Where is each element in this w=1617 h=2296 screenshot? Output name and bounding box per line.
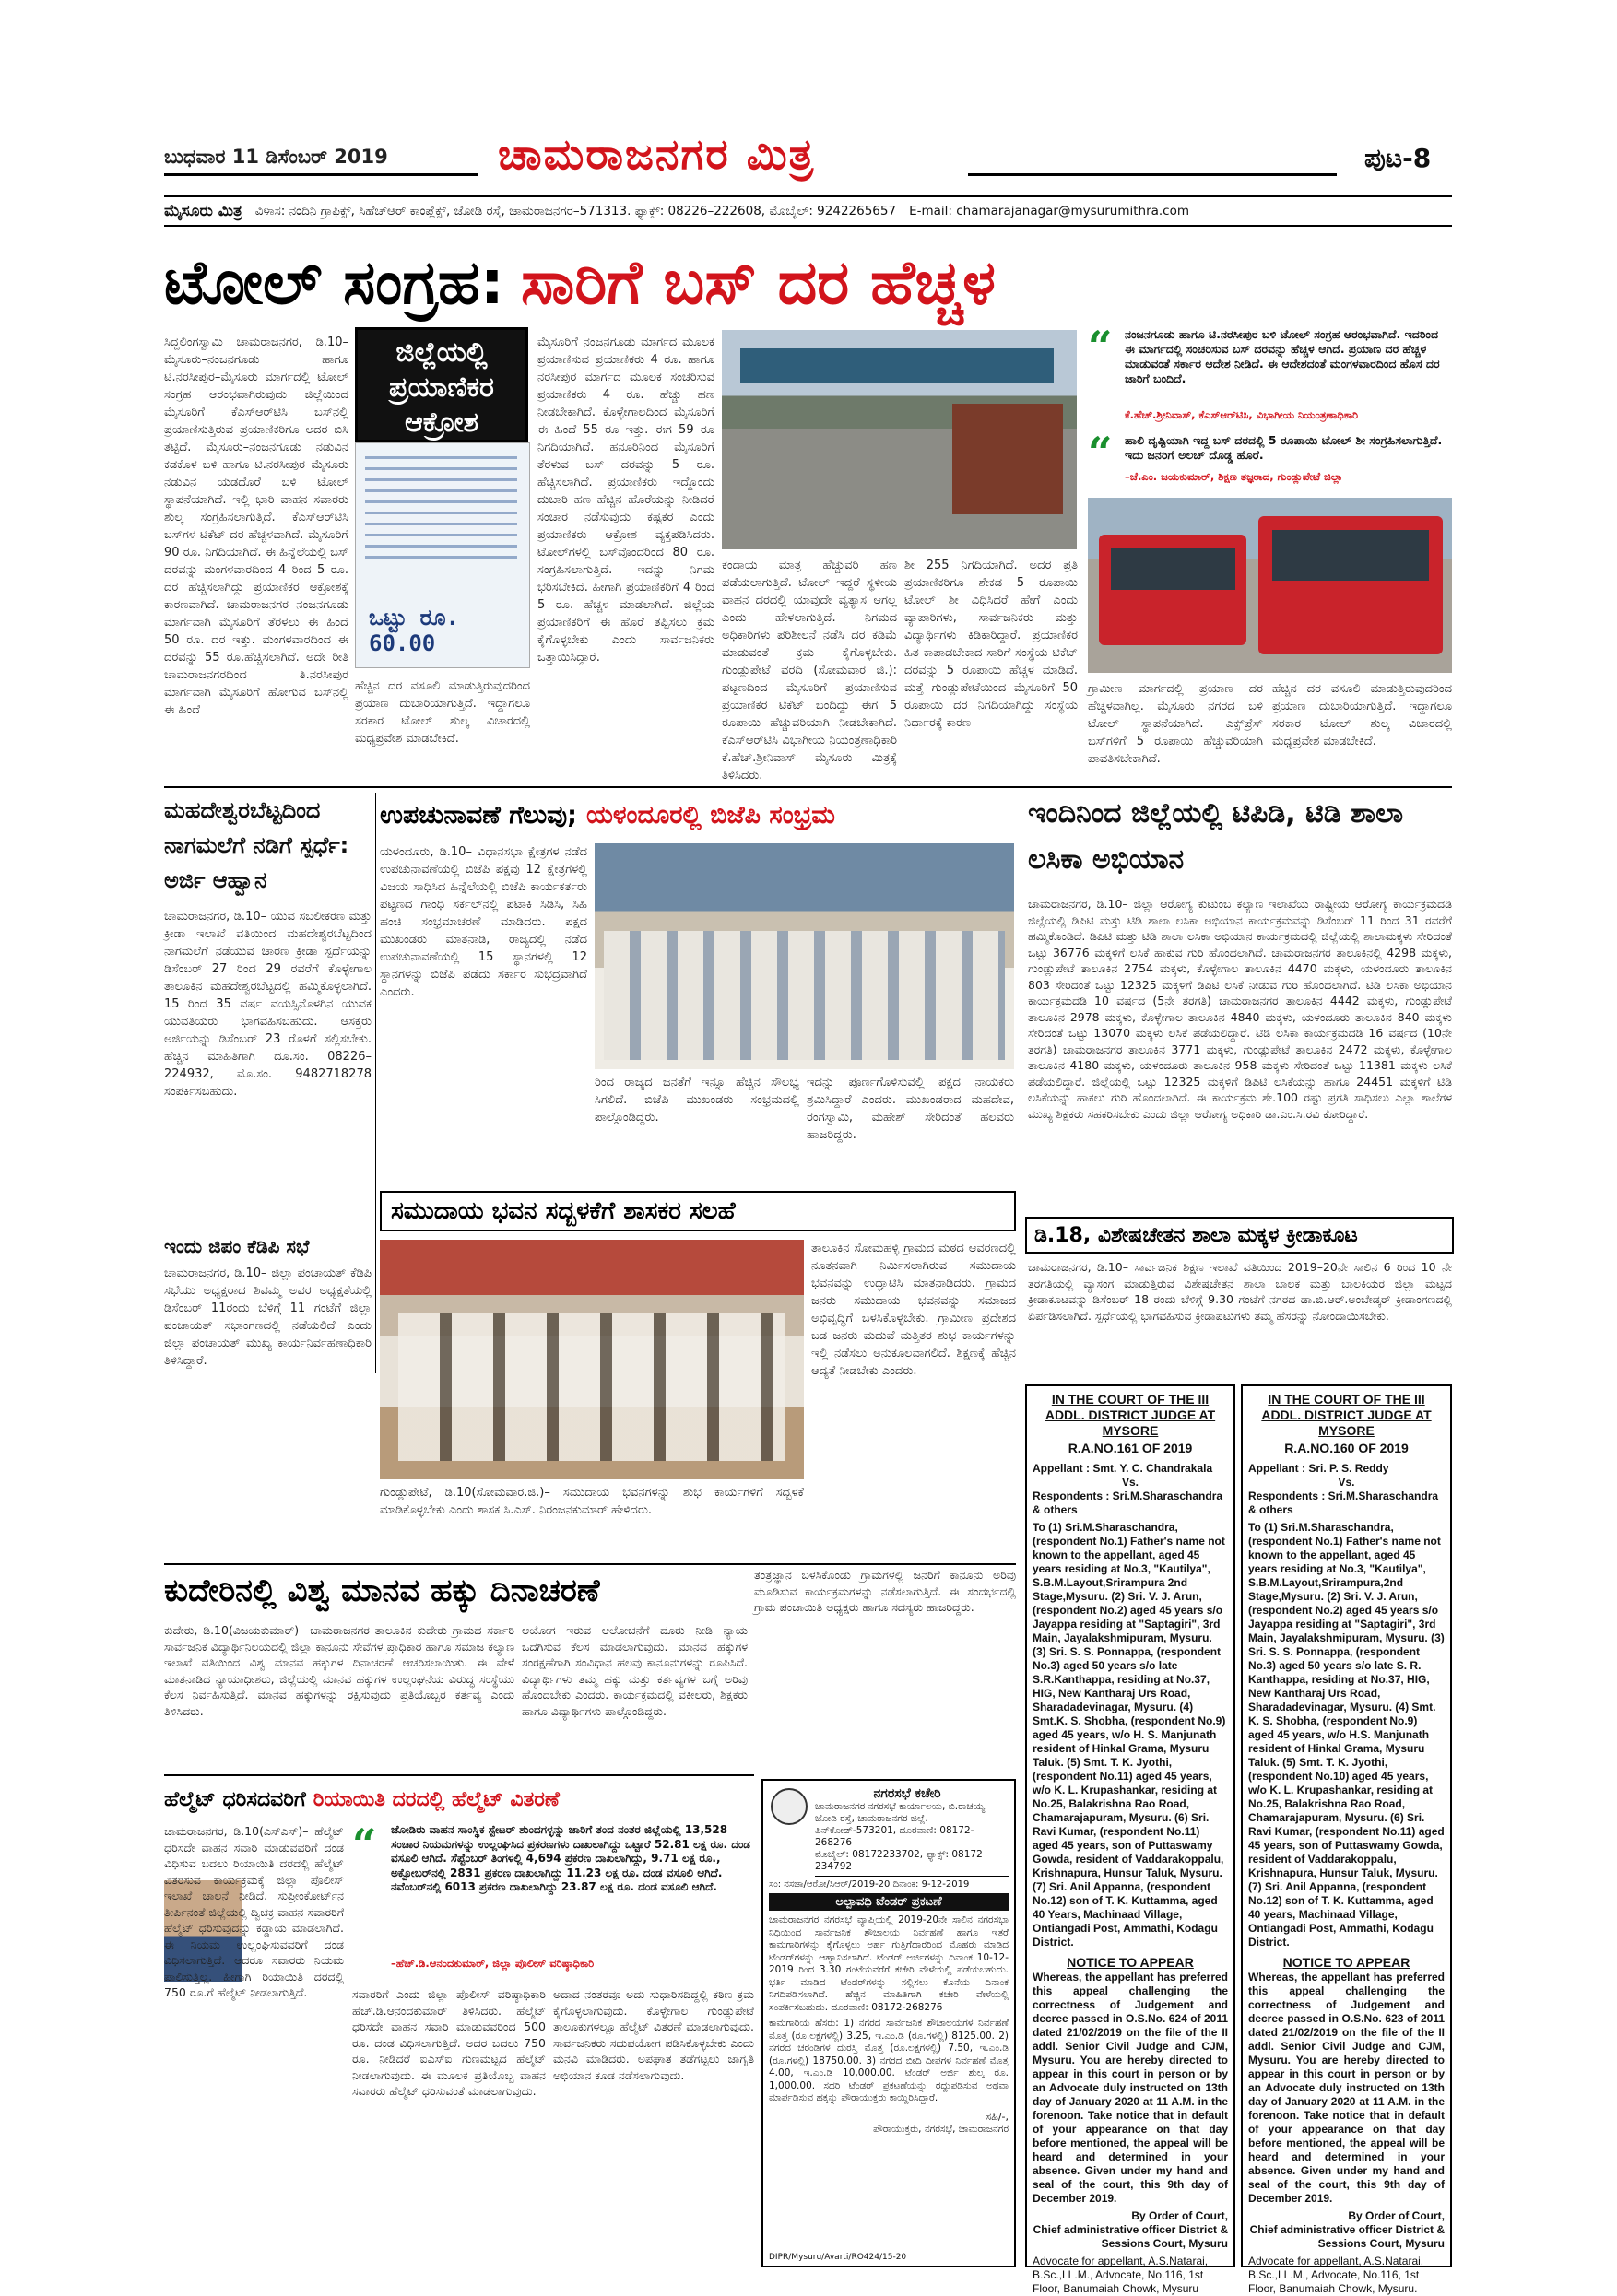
bypoll-body: ಯಳಂದೂರು, ಡಿ.10– ವಿಧಾನಸಭಾ ಕ್ಷೇತ್ರಗಳ ನಡೆದ ಉಪಚುನಾವಣೆಯಲ್ಲಿ ಬಿಜೆಪಿ ಪಕ್ಷವು 12 ಕ್ಷೇತ್ರಗಳಲ್ಲಿ ವಿಜಯ ಸಾಧಿಸಿದ ಹಿನ್ನೆಲೆಯಲ್ಲಿ ಬಿಜೆಪಿ ಕಾರ್ಯಕರ್ತರು ಪಟ್ಟಣದ ಗಾಂಧಿ ಸರ್ಕಲ್‌ನಲ್ಲಿ ಪಟಾಕಿ ಸಿಡಿಸಿ, ಸಿಹಿ ಹಂಚಿ ಸಂಭ್ರಮಾಚರಣೆ ಮಾಡಿದರು. ಪಕ್ಷದ ಮುಖಂಡರು ಮಾತನಾಡಿ, ರಾಜ್ಯದಲ್ಲಿ ನಡೆದ ಉಪಚುನಾವಣೆಯಲ್ಲಿ 15 ಸ್ಥಾನಗಳಲ್ಲಿ 12 ಸ್ಥಾನಗಳನ್ನು ಬಿಜೆಪಿ ಪಡೆದು ಸರ್ಕಾರ ಸುಭದ್ರವಾಗಿದೆ ಎಂದರು.	[380, 845, 587, 999]
humanrights-body: ಕುದೇರು, ಡಿ.10(ವಿಜಯಕುಮಾರ್)– ಚಾಮರಾಜನಗರ ತಾಲೂಕಿನ ಕುದೇರು ಗ್ರಾಮದ ಸರ್ಕಾರಿ ಸಾರ್ವಜನಿಕ ವಿದ್ಯಾರ್ಥಿನಿಲಯದಲ್ಲಿ ಜಿಲ್ಲಾ ಕಾನೂನು ಸೇವೆಗಳ ಪ್ರಾಧಿಕಾರ ಹಾಗೂ ಸಮಾಜ ಕಲ್ಯಾಣ ಇಲಾಖೆ ವತಿಯಿಂದ ವಿಶ್ವ ಮಾನವ ಹಕ್ಕುಗಳ ದಿನಾಚರಣೆ ಆಚರಿಸಲಾಯಿತು. ಈ ವೇಳೆ ಮಾತನಾಡಿದ ನ್ಯಾಯಾಧೀಶರು, ಜಿಲ್ಲೆಯಲ್ಲಿ ಮಾನವ ಹಕ್ಕುಗಳ ಉಲ್ಲಂಘನೆಯ ವಿರುದ್ಧ ಸಂಸ್ಥೆಯು ಕೆಲಸ ನಿರ್ವಹಿಸುತ್ತಿದೆ. ಮಾನವ ಹಕ್ಕುಗಳನ್ನು ರಕ್ಷಿಸುವುದು ಪ್ರತಿಯೊಬ್ಬರ ಕರ್ತವ್ಯ ಎಂದು ತಿಳಿಸಿದರು.	[164, 1623, 514, 1718]
section-divider-1	[164, 786, 1452, 788]
contact-email: E-mail: chamarajanagar@mysurumithra.com	[909, 204, 1190, 218]
truck-shape	[952, 404, 1063, 514]
vaccine-headline-text: ಇಂದಿನಿಂದ ಜಿಲ್ಲೆಯಲ್ಲಿ ಟಿಪಿಡಿ, ಟಿಡಿ ಶಾಲಾ ಲಸಿಕಾ ಅಭಿಯಾನ	[1028, 797, 1404, 876]
court-2-advocate: Advocate for appellant, A.S.Natarai, B.Sc.,LL.M., Advocate, No.116, 1st Floor, Banumaiah Chowk, Mysuru.	[1248, 2255, 1424, 2295]
ticket-printed-lines	[365, 456, 517, 567]
municipal-ref: ಸಂ: ನಸಚಾ/ಆರೋ/ಸಿಆರ್/2019-20 ದಿನಾಂಕ: 9-12-2019	[769, 1879, 970, 1890]
helmet-headline-a: ಹೆಲ್ಮೆಟ್ ಧರಿಸದವರಿಗೆ	[164, 1787, 306, 1811]
lead-headline	[164, 241, 1455, 324]
community-headline-text: ಸಮುದಾಯ ಭವನ ಸದ್ಬಳಕೆಗೆ ಶಾಸಕರ ಸಲಹೆ	[391, 1196, 736, 1225]
lead-quote-2-by: –ಜೆ.ಎಂ. ಜಯಕುಮಾರ್, ಶಿಕ್ಷಣ ತಜ್ಞರಾದ, ಗುಂಡ್ಲುಪೇಟೆ ಜಿಲ್ಲಾ	[1125, 470, 1343, 483]
court-2-order: By Order of Court,	[1348, 2209, 1445, 2222]
masthead-rule-right	[968, 173, 1337, 176]
toll-canopy	[740, 348, 1054, 383]
vaccine-headline	[1028, 791, 1452, 892]
lead-quote-1-by: ಕೆ.ಹೆಚ್.ಶ್ರೀನಿವಾಸ್, ಕೆಎಸ್‌ಆರ್‌ಟಿಸಿ, ವಿಭಾಗೀಯ ನಿಯಂತ್ರಣಾಧಿಕಾರಿ	[1125, 408, 1359, 421]
court-1-title: IN THE COURT OF THE III ADDL. DISTRICT JUDGE AT MYSORE	[1045, 1392, 1216, 1438]
bjp-celebration-photo	[595, 843, 1014, 1069]
bus-ticket-photo	[355, 442, 530, 668]
lead-quote-2-text: ಹಾಲಿ ದೃಷ್ಟಿಯಾಗಿ ಇದ್ದ ಬಸ್ ದರದಲ್ಲಿ 5 ರೂಪಾಯಿ ಟೋಲ್ ಶೀ ಸಂಗ್ರಹಿಸಲಾಗುತ್ತಿದೆ. ಇದು ಜನರಿಗೆ ಅಲಚ್ ದೊಡ್ಡ ಹೊರೆ.	[1125, 433, 1443, 462]
people-shape	[398, 1313, 785, 1461]
court-1-appellant: Appellant : Smt. Y. C. Chandrakala	[1033, 1462, 1213, 1475]
quote-mark-icon-2: “	[1088, 428, 1113, 477]
helmet-col-3: ಅದಾದ ನಂತರವೂ ಅದು ಸುಧಾರಿಸದಿದ್ದಲ್ಲಿ ಕಠಿಣ ಕ್ರಮ ಕೈಗೊಳ್ಳಲಾಗುವುದು. ಕೊಳ್ಳೇಗಾಲ ಗುಂಡ್ಲುಪೇಟೆ ತಾಲೂಕುಗಳಲ್ಲೂ ಹೆಲ್ಮೆಟ್ ವಿತರಣೆ ಮಾಡಲಾಗುವುದು. ಸಾರ್ವಜನಿಕರು ಸದುಪಯೋಗ ಪಡಿಸಿಕೊಳ್ಳಬೇಕು ಎಂದು ಮನವಿ ಮಾಡಿದರು. ಅಪಘಾತ ತಡೆಗಟ್ಟಲು ಜಾಗೃತಿ ಅಭಿಯಾನ ಕೂಡ ನಡೆಸಲಾಗುವುದು.	[553, 1987, 754, 2082]
court-notice-1	[1025, 1384, 1235, 2295]
court-1-respondents: Respondents : Sri.M.Sharaschandra & others	[1033, 1489, 1223, 1516]
court-notice-2	[1241, 1384, 1452, 2295]
community-headline	[380, 1191, 1016, 1231]
helmet-quote-mark-icon: “	[352, 1819, 377, 1869]
bypoll-headline-a: ಉಪಚುನಾವಣೆ ಗೆಲುವು;	[380, 801, 577, 830]
page-number: ಪುಟ-8	[1364, 143, 1432, 173]
municipal-org: ನಗರಸಭೆ ಕಚೇರಿ	[873, 1786, 941, 1801]
municipal-emblem-icon	[771, 1788, 808, 1825]
ksrtc-bus-photo	[1088, 498, 1452, 673]
community-hall-photo	[380, 1240, 804, 1479]
sports-headline	[1025, 1217, 1454, 1254]
bypoll-body-2: ರಿಂದ ರಾಜ್ಯದ ಜನತೆಗೆ ಇನ್ನೂ ಹೆಚ್ಚಿನ ಸೌಲಭ್ಯ ಸಿಗಲಿದೆ. ಬಿಜೆಪಿ ಮುಖಂಡರು ಸಂಭ್ರಮದಲ್ಲಿ ಪಾಲ್ಗೊಂಡಿದ್ದರು.	[595, 1076, 799, 1124]
court-1-notice-title: NOTICE TO APPEAR	[1067, 1955, 1194, 1970]
issue-date: ಬುಧವಾರ 11 ಡಿಸೆಂಬರ್ 2019	[164, 146, 388, 168]
helmet-headline-b: ರಿಯಾಯಿತಿ ದರದಲ್ಲಿ ಹೆಲ್ಮೆಟ್ ವಿತರಣೆ	[313, 1787, 560, 1811]
masthead	[0, 0, 1617, 194]
court-2-notice-body: Whereas, the appellant has preferred this appeal challenging the correctness of Judgement and decree passed in O.S.No. 623 of 2011 dated 21/02/2019 on the file of the II addl. Senior Civil Judge and CJM, Mysuru. You are hereby directed to appear in this court in person or by an Advocate duly instructed on 13th day of January 2020 at 11 A.M. in the forenoon. Take notice that in default of your appearance on that day before mentioned, the appeal will be heard and determined in your absence. Given under my hand and seal of the court, this 9th day of December 2019.	[1248, 1971, 1445, 2205]
bypoll-body-3: ಇದನ್ನು ಪೂರ್ಣಗೊಳಿಸುವಲ್ಲಿ ಪಕ್ಷದ ನಾಯಕರು ಶ್ರಮಿಸಿದ್ದಾರೆ ಎಂದರು. ಮುಖಂಡರಾದ ಮಹದೇವ, ರಂಗಸ್ವಾಮಿ, ಮಹೇಶ್ ಸೇರಿದಂತೆ ಹಲವರು ಹಾಜರಿದ್ದರು.	[807, 1076, 1014, 1142]
helmet-body: ಚಾಮರಾಜನಗರ, ಡಿ.10(ಎಸ್‌ಎಸ್)– ಹೆಲ್ಮೆಟ್ ಧರಿಸದೇ ವಾಹನ ಸವಾರಿ ಮಾಡುವವರಿಗೆ ದಂಡ ವಿಧಿಸುವ ಬದಲು ರಿಯಾಯಿತಿ ದರದಲ್ಲಿ ಹೆಲ್ಮೆಟ್ ವಿತರಿಸುವ ಕಾರ್ಯಕ್ರಮಕ್ಕೆ ಜಿಲ್ಲಾ ಪೊಲೀಸ್ ಇಲಾಖೆ ಚಾಲನೆ ನೀಡಿದೆ. ಸುಪ್ರೀಂಕೋರ್ಟ್‌ನ ತೀರ್ಪಿನಂತೆ ಜಿಲ್ಲೆಯಲ್ಲಿ ದ್ವಿಚಕ್ರ ವಾಹನ ಸವಾರರಿಗೆ ಹೆಲ್ಮೆಟ್ ಧರಿಸುವುದನ್ನು ಕಡ್ಡಾಯ ಮಾಡಲಾಗಿದೆ. ಈ ನಿಯಮ ಉಲ್ಲಂಘಿಸುವವರಿಗೆ ದಂಡ ವಿಧಿಸಲಾಗುತ್ತಿದೆ. ಆದರೂ ಸವಾರರು ನಿಯಮ ಪಾಲಿಸುತ್ತಿಲ್ಲ. ಹೀಗಾಗಿ ರಿಯಾಯಿತಿ ದರದಲ್ಲಿ 750 ರೂ.ಗೆ ಹೆಲ್ಮೆಟ್ ನೀಡಲಾಗುತ್ತಿದೆ.	[164, 1824, 344, 1999]
lead-col-4: ಶೀ 255 ನಿಗದಿಯಾಗಿದೆ. ಅದರ ಪ್ರತಿ ಪ್ರಯಾಣಿಕರಿಗೂ ಶೇಕಡ 5 ರೂಪಾಯಿ ಟೋಲ್ ಶೀ ವಿಧಿಸಿದರೆ ಹೇಗೆ ಎಂದು ವ್ಯಾಪಾರಿಗಳು, ಸಾರ್ವಜನಿಕರು ಮತ್ತು ವಿದ್ಯಾರ್ಥಿಗಳು ಕಿಡಿಕಾರಿದ್ದಾರೆ. ಪ್ರಯಾಣಿಕರ ಹಿತ ಕಾಪಾಡಬೇಕಾದ ಸಾರಿಗೆ ಸಂಸ್ಥೆಯ ಟಿಕೆಟ್ ದರವನ್ನು 5 ರೂಪಾಯಿ ಹೆಚ್ಚಳ ಮಾಡಿದೆ. ಮತ್ತೆ ಗುಂಡ್ಲುಪೇಟೆಯಿಂದ ಮೈಸೂರಿಗೆ 50 ರೂಪಾಯಿ ದರ ನಿಗದಿಯಾಗಿದ್ದು ಸಂಸ್ಥೆಯ ನಿರ್ಧಾರಕ್ಕೆ ಕಾರಣ	[904, 559, 1078, 730]
court-2-appellant: Appellant : Sri. P. S. Reddy	[1248, 1462, 1389, 1475]
lead-headline-part-b: ಸಾರಿಗೆ ಬಸ್ ದರ ಹೆಚ್ಚಳ	[521, 246, 996, 318]
helmet-headline	[164, 1779, 754, 1819]
sports-headline-text: ಡಿ.18, ವಿಶೇಷಚೇತನ ಶಾಲಾ ಮಕ್ಕಳ ಕ್ರೀಡಾಕೂಟ	[1034, 1223, 1358, 1247]
bus-windshield	[1272, 530, 1429, 581]
bus-windshield-2	[1111, 548, 1235, 590]
lead-quote-2	[1088, 428, 1452, 490]
lead-col-6: ಹೆಚ್ಚಿನ ದರ ವಸೂಲಿ ಮಾಡುತ್ತಿರುವುದರಿಂದ ಪ್ರಯಾಣ ದುಬಾರಿಯಾಗುತ್ತಿದೆ. ಇದ್ದಾಗಲೂ ಸರಕಾರ ಟೋಲ್ ಶುಲ್ಕ ವಿಚಾರದಲ್ಲಿ ಮಧ್ಯಪ್ರವೇಶ ಮಾಡಬೇಕಿದೆ.	[1272, 682, 1452, 748]
lead-col-3: ಕಂದಾಯ ಮಾತ್ರ ಹೆಚ್ಚುವರಿ ಹಣ ಪಡೆಯಲಾಗುತ್ತಿದೆ. ಟೋಲ್ ಇದ್ದರೆ ಸ್ಥಳೀಯ ವಾಹನ ದರದಲ್ಲಿ ಯಾವುದೇ ವ್ಯತ್ಯಾಸ ಆಗಲ್ಲ ಎಂದು ಹೇಳಲಾಗುತ್ತಿದೆ. ನಿಗಮದ ಅಧಿಕಾರಿಗಳು ಪರಿಶೀಲನೆ ನಡೆಸಿ ದರ ಕಡಿಮೆ ಮಾಡುವಂತೆ ಕ್ರಮ ಕೈಗೊಳ್ಳಬೇಕು. ಗುಂಡ್ಲುಪೇಟೆ ವರದಿ (ಸೋಮವಾರ ಜಿ.): ಪಟ್ಟಣದಿಂದ ಮೈಸೂರಿಗೆ ಪ್ರಯಾಣಿಸುವ ಪ್ರಯಾಣಿಕರ ಟಿಕೆಟ್ ಬಂದಿದ್ದು ಈಗ 5 ರೂಪಾಯಿ ಹೆಚ್ಚುವರಿಯಾಗಿ ನೀಡಬೇಕಾಗಿದೆ. ಕೆಎಸ್‌ಆರ್‌ಟಿಸಿ ವಿಭಾಗೀಯ ನಿಯಂತ್ರಣಾಧಿಕಾರಿ ಕೆ.ಹೆಚ್.ಶ್ರೀನಿವಾಸ್ ಮೈಸೂರು ಮಿತ್ರಕ್ಕೆ ತಿಳಿಸಿದರು.	[722, 559, 897, 783]
court-1-case: R.A.NO.161 OF 2019	[1068, 1441, 1193, 1455]
lead-quote-1	[1088, 322, 1452, 429]
section-divider-3	[164, 1774, 754, 1776]
court-1-advocate: Advocate for appellant, A.S.Natarai, B.Sc.,LL.M., Advocate, No.116, 1st Floor, Banumaiah Chowk, Mysuru	[1033, 2255, 1209, 2295]
stage-banner	[380, 1240, 804, 1295]
ticket-amount: ಒಟ್ಟು ರೂ. 60.00	[369, 605, 460, 656]
municipal-sign-2: ಪೌರಾಯುಕ್ತರು, ನಗರಸಭೆ, ಚಾಮರಾಜನಗರ	[873, 2123, 1009, 2135]
court-2-respondents: Respondents : Sri.M.Sharaschandra & others	[1248, 1489, 1439, 1516]
kdp-body: ಚಾಮರಾಜನಗರ, ಡಿ.10– ಜಿಲ್ಲಾ ಪಂಚಾಯತ್ ಕೆಡಿಪಿ ಸಭೆಯು ಅಧ್ಯಕ್ಷರಾದ ಶಿವಮ್ಮ ಅವರ ಅಧ್ಯಕ್ಷತೆಯಲ್ಲಿ ಡಿಸೆಂಬರ್ 11ರಂದು ಬೆಳಿಗ್ಗೆ 11 ಗಂಟೆಗೆ ಜಿಲ್ಲಾ ಪಂಚಾಯತ್ ಸಭಾಂಗಣದಲ್ಲಿ ನಡೆಯಲಿದೆ ಎಂದು ಜಿಲ್ಲಾ ಪಂಚಾಯತ್ ಮುಖ್ಯ ಕಾರ್ಯನಿರ್ವಹಣಾಧಿಕಾರಿ ತಿಳಿಸಿದ್ದಾರೆ.	[164, 1266, 372, 1368]
court-1-notice-body: Whereas, the appellant has preferred this appeal challenging the correctness of Judgement and decree passed in O.S.No. 624 of 2011 dated 21/02/2019 on the file of the II addl. Senior Civil Judge and CJM, Mysuru. You are hereby directed to appear in this court in person or by an Advocate duly instructed on 13th day of January 2020 at 11 A.M. in the forenoon. Take notice that in default of your appearance on that day before mentioned, the appeal will be heard and determined in your absence. Given under my hand and seal of the court, this 9th day of December 2019.	[1033, 1971, 1228, 2205]
lead-col-2-bottom: ಹೆಚ್ಚಿನ ದರ ವಸೂಲಿ ಮಾಡುತ್ತಿರುವುದರಿಂದ ಪ್ರಯಾಣ ದುಬಾರಿಯಾಗುತ್ತಿದೆ. ಇದ್ದಾಗಲೂ ಸರಕಾರ ಟೋಲ್ ಶುಲ್ಕ ವಿಚಾರದಲ್ಲಿ ಮಧ್ಯಪ್ರವೇಶ ಮಾಡಬೇಕಿದೆ.	[355, 679, 530, 746]
sports-body: ಚಾಮರಾಜನಗರ, ಡಿ.10– ಸಾರ್ವಜನಿಕ ಶಿಕ್ಷಣ ಇಲಾಖೆ ವತಿಯಿಂದ 2019–20ನೇ ಸಾಲಿನ 6 ರಿಂದ 10 ನೇ ತರಗತಿಯಲ್ಲಿ ವ್ಯಾಸಂಗ ಮಾಡುತ್ತಿರುವ ವಿಶೇಷಚೇತನ ಶಾಲಾ ಬಾಲಕ ಮತ್ತು ಬಾಲಕಿಯರ ಜಿಲ್ಲಾ ಮಟ್ಟದ ಕ್ರೀಡಾಕೂಟವನ್ನು ಡಿಸೆಂಬರ್ 18 ರಂದು ಬೆಳಿಗ್ಗೆ 9.30 ಗಂಟೆಗೆ ನಗರದ ಡಾ.ಬಿ.ಆರ್.ಅಂಬೇಡ್ಕರ್ ಕ್ರೀಡಾಂಗಣದಲ್ಲಿ ಏರ್ಪಡಿಸಲಾಗಿದೆ. ಸ್ಪರ್ಧೆಯಲ್ಲಿ ಭಾಗವಹಿಸುವ ಕ್ರೀಡಾಪಟುಗಳು ತಮ್ಮ ಹೆಸರನ್ನು ನೋಂದಾಯಿಸಬೇಕು.	[1028, 1260, 1452, 1323]
municipal-line-3: ಮೊಬೈಲ್: 08172233702, ಫ್ಯಾಕ್ಸ್: 08172 234792	[815, 1849, 1009, 1877]
lead-headline-part-a: ಟೋಲ್ ಸಂಗ್ರಹ:	[164, 246, 505, 318]
masthead-rule-left	[164, 173, 478, 176]
community-body: ತಾಲೂಕಿನ ಸೋಮಹಳ್ಳಿ ಗ್ರಾಮದ ಮಠದ ಆವರಣದಲ್ಲಿ ನೂತನವಾಗಿ ನಿರ್ಮಿಸಲಾಗಿರುವ ಸಮುದಾಯ ಭವನವನ್ನು ಉದ್ಘಾಟಿಸಿ ಮಾತನಾಡಿದರು. ಗ್ರಾಮದ ಜನರು ಸಮುದಾಯ ಭವನವನ್ನು ಸಮಾಜದ ಅಭಿವೃದ್ಧಿಗೆ ಬಳಸಿಕೊಳ್ಳಬೇಕು. ಗ್ರಾಮೀಣ ಪ್ರದೇಶದ ಬಡ ಜನರು ಮದುವೆ ಮತ್ತಿತರ ಶುಭ ಕಾರ್ಯಗಳನ್ನು ಇಲ್ಲಿ ನಡೆಸಲು ಅನುಕೂಲವಾಗಲಿದೆ. ಶಿಕ್ಷಣಕ್ಕೆ ಹೆಚ್ಚಿನ ಆದ್ಯತೆ ನೀಡಬೇಕು ಎಂದರು.	[811, 1242, 1016, 1378]
court-2-title: IN THE COURT OF THE III ADDL. DISTRICT JUDGE AT MYSORE	[1261, 1392, 1432, 1438]
lead-sidebar-title: ಜಿಲ್ಲೆಯಲ್ಲಿ ಪ್ರಯಾಣಿಕರ ಆಕ್ರೋಶ	[389, 336, 494, 439]
quote-mark-icon: “	[1088, 322, 1113, 371]
mahadeshwara-headline-text: ಮಹದೇಶ್ವರಬೆಟ್ಟದಿಂದ ನಾಗಮಲೆಗೆ ನಡಿಗೆ ಸ್ಪರ್ಧೆ: ಅರ್ಜಿ ಆಹ್ವಾನ	[164, 797, 349, 893]
kdp-headline: ಇಂದು ಜಿಪಂ ಕೆಡಿಪಿ ಸಭೆ	[164, 1235, 310, 1257]
municipal-line-2: ಪಿನ್‌ಕೋಡ್-573201, ದೂರವಾಣಿ: 08172-268276	[815, 1825, 974, 1848]
municipal-body: ಚಾಮರಾಜನಗರ ನಗರಸಭೆ ವ್ಯಾಪ್ತಿಯಲ್ಲಿ 2019-20ನೇ ಸಾಲಿನ ನಗರಸಭಾ ನಿಧಿಯಿಂದ ಸಾರ್ವಜನಿಕ ಶೌಚಾಲಯ ನಿರ್ವಹಣೆ ಹಾಗೂ ಇತರೆ ಕಾಮಗಾರಿಗಳನ್ನು ಕೈಗೊಳ್ಳಲು ಅರ್ಹ ಗುತ್ತಿಗೆದಾರರಿಂದ ಮೊಹರು ಮಾಡಿದ ಟೆಂಡರ್‌ಗಳನ್ನು ಆಹ್ವಾನಿಸಲಾಗಿದೆ. ಟೆಂಡರ್ ಅರ್ಜಿಗಳನ್ನು ದಿನಾಂಕ 10-12-2019 ರಿಂದ 3.30 ಗಂಟೆಯವರೆಗೆ ಕಚೇರಿ ವೇಳೆಯಲ್ಲಿ ಪಡೆಯಬಹುದು. ಭರ್ತಿ ಮಾಡಿದ ಟೆಂಡರ್‌ಗಳನ್ನು ಸಲ್ಲಿಸಲು ಕೊನೆಯ ದಿನಾಂಕ ನಿಗದಿಪಡಿಸಲಾಗಿದೆ. ಹೆಚ್ಚಿನ ಮಾಹಿತಿಗಾಗಿ ಕಚೇರಿ ವೇಳೆಯಲ್ಲಿ ಸಂಪರ್ಕಿಸಬಹುದು. ದೂರವಾಣಿ: 08172-268276	[769, 1914, 1009, 2013]
municipal-notice	[761, 1779, 1016, 2267]
helmet-quote-text: ಜೋಡಿರು ವಾಹನ ಸಾಂಸ್ಥಿಕ ಸ್ಟೇಟರ್ ಶುಂದಗಳ್ಳನ್ನು ಜಾರಿಗೆ ತಂದ ನಂತರ ಜಿಲ್ಲೆಯಲ್ಲಿ 13,528 ಸಂಚಾರ ನಿಯಮಗಳನ್ನು ಉಲ್ಲಂಘಿಸಿದ ಪ್ರಕರಣಗಳು ದಾಖಲಾಗಿದ್ದು ಒಟ್ಟಾರೆ 52.81 ಲಕ್ಷ ರೂ. ದಂಡ ವಸೂಲಿ ಆಗಿದೆ. ಸೆಪ್ಟೆಂಬರ್ ತಿಂಗಳಲ್ಲಿ 4,694 ಪ್ರಕರಣ ದಾಖಲಾಗಿದ್ದು, 9.71 ಲಕ್ಷ ರೂ., ಅಕ್ಟೋಬರ್‌ನಲ್ಲಿ 2831 ಪ್ರಕರಣ ದಾಖಲಾಗಿದ್ದು 11.23 ಲಕ್ಷ ರೂ. ದಂಡ ವಸೂಲಿ ಆಗಿದೆ. ನವೆಂಬರ್‌ನಲ್ಲಿ 6013 ಪ್ರಕರಣ ದಾಖಲಾಗಿದ್ದು 23.87 ಲಕ್ಷ ರೂ. ದಂಡ ವಸೂಲಿ ಆಗಿದೆ.	[391, 1823, 750, 1893]
contact-address: ವಿಳಾಸ: ನಂದಿನಿ ಗ್ರಾಫಿಕ್ಸ್, ಸಿಹೆಚ್‌ಆರ್ ಕಾಂಪ್ಲೆಕ್ಸ್, ಜೋಡಿ ರಸ್ತೆ, ಚಾಮರಾಜನಗರ–571313. ಫ್ಯಾಕ್ಸ್: 08226–222608, ಮೊಬೈಲ್: 9242265657	[254, 204, 897, 218]
court-1-vs: Vs.	[1121, 1476, 1139, 1489]
court-1-body: To (1) Sri.M.Sharaschandra, (respondent No.1) Father's name not known to the appellant, aged 45 years residing at No.3, "Kautilya", S.B.M.Layout,Srirampura 2nd Stage,Mysuru. (2) Sri. V. J. Arun, (respondent No.2) aged 45 years s/o Jayappa residing at "Saptagiri", 3rd Main, Jayalakshmipuram, Mysuru. (3) Sri. S. S. Ponnappa, (respondent No.3) aged 50 years s/o late S.R.Kanthappa, residing at No.37, HIG, New Kantharaj Urs Road, Sharadadevinagar, Mysuru. (4) Smt.K. S. Shobha, (respondent No.9) aged 45 years, w/o H. S. Manjunath resident of Hinkal Grama, Mysuru Taluk. (5) Smt. T. K. Jyothi, (respondent No.11) aged 45 years, w/o K. L. Krupashankar, residing at No.25, Balakrishna Rao Road, Chamarajapuram, Mysuru. (6) Sri. Ravi Kumar, (respondent No.11) aged 45 years, son of Puttaswamy Gowda, resident of Vaddarakoppalu, Krishnapura, Hunsur Taluk, Mysuru. (7) Sri. Anil Appanna, (respondent No.12) son of T. K. Kuttamma, aged 40 Years, Machinaad Village, Ontiangadi Post, Ammathi, Kodagu District.	[1033, 1521, 1226, 1949]
court-1-officer: Chief administrative officer District & Sessions Court, Mysuru	[1033, 2223, 1228, 2250]
court-2-body: To (1) Sri.M.Sharaschandra, (respondent No.1) Father's name not known to the appellant, aged 45 years residing at No.3, "Kautilya", S.B.M.Layout,Srirampura,2nd Stage,Mysuru. (2) Sri. V. J. Arun, (respondent No.2) aged 45 years s/o Jayappa residing at "Saptagiri", 3rd Main, Jayalakshmipuram, Mysuru. (3) Sri. S. S. Ponnappa, (respondent No.3) aged 50 years s/o late S. R. Kanthappa, residing at No.37, HIG, New Kantharaj Urs Road, Sharadadevinagar, Mysuru. (4) Smt. K. S. Shobha, (respondent No.9) aged 45 years, w/o H.S. Manjunath resident of Hinkal Grama, Mysuru Taluk. (5) Smt. T. K. Jyothi, (respondent No.10) aged 45 years, w/o K. L. Krupashankar, residing at No.25, Balakrishna Rao Road, Chamarajapuram, Mysuru. (6) Sri. Ravi Kumar, (respondent No.11) aged 45 years, son of Puttaswamy Gowda, resident of Vaddarakoppalu, Krishnapura, Hunsur Taluk, Mysuru. (7) Sri. Anil Appanna, (respondent No.12) son of T. K. Kuttamma, aged 40 years, Machinaad Village, Ontiangadi Post, Ammathi, Kodagu District.	[1248, 1521, 1445, 1949]
section-divider-2	[164, 1563, 1016, 1565]
humanrights-body-2: ಆಯೋಗ ಇರುವ ಆಲೋಚನೆಗೆ ದೂರು ನೀಡಿ ನ್ಯಾಯ ಒದಗಿಸುವ ಕೆಲಸ ಮಾಡಲಾಗುವುದು. ಮಾನವ ಹಕ್ಕುಗಳ ಸಂರಕ್ಷಣೆಗಾಗಿ ಸಂವಿಧಾನ ಹಲವು ಕಾನೂನುಗಳನ್ನು ರೂಪಿಸಿದೆ. ವಿದ್ಯಾರ್ಥಿಗಳು ತಮ್ಮ ಹಕ್ಕು ಮತ್ತು ಕರ್ತವ್ಯಗಳ ಬಗ್ಗೆ ಅರಿವು ಹೊಂದಬೇಕು ಎಂದರು. ಕಾರ್ಯಕ್ರಮದಲ್ಲಿ ವಕೀಲರು, ಶಿಕ್ಷಕರು ಹಾಗೂ ವಿದ್ಯಾರ್ಥಿಗಳು ಪಾಲ್ಗೊಂಡಿದ್ದರು.	[522, 1623, 748, 1718]
lead-col-2: ಮೈಸೂರಿಗೆ ನಂಜನಗೂಡು ಮಾರ್ಗದ ಮೂಲಕ ಪ್ರಯಾಣಿಸುವ ಪ್ರಯಾಣಿಕರು 4 ರೂ. ಹಾಗೂ ನರಸೀಪುರ ಮಾರ್ಗದ ಮೂಲಕ ಸಂಚರಿಸುವ ಪ್ರಯಾಣಿಕರು 4 ರೂ. ಹೆಚ್ಚು ಹಣ ನೀಡಬೇಕಾಗಿದೆ. ಕೊಳ್ಳೇಗಾಲದಿಂದ ಮೈಸೂರಿಗೆ ಈ ಹಿಂದೆ 55 ರೂ ಇತ್ತು. ಈಗ 59 ರೂ ನಿಗದಿಯಾಗಿದೆ. ಹನೂರಿನಿಂದ ಮೈಸೂರಿಗೆ ತೆರಳುವ ಬಸ್ ದರವನ್ನು 5 ರೂ. ಹೆಚ್ಚಿಸಲಾಗಿದೆ. ಪ್ರಯಾಣಿಕರು ಇದ್ದೊಂದು ದುಬಾರಿ ಹಣ ಹೆಚ್ಚಿನ ಹೊರೆಯನ್ನು ನೀಡಿದರೆ ಸಂಚಾರ ನಡೆಸುವುದು ಕಷ್ಟಕರ ಎಂದು ಪ್ರಯಾಣಿಕರು ಆಕ್ರೋಶ ವ್ಯಕ್ತಪಡಿಸಿದರು. ಟೋಲ್‌ಗಳಲ್ಲಿ ಬಸ್‌ವೊಂದರಿಂದ 80 ರೂ. ಸಂಗ್ರಹಿಸಲಾಗುತ್ತಿದೆ. ಇದನ್ನು ನಿಗಮ ಭರಿಸಬೇಕಿದೆ. ಹೀಗಾಗಿ ಪ್ರಯಾಣಿಕರಿಗೆ 4 ರಿಂದ 5 ರೂ. ಹೆಚ್ಚಳ ಮಾಡಲಾಗಿದೆ. ಜಿಲ್ಲೆಯ ಪ್ರಯಾಣಿಕರಿಗೆ ಈ ಹೊರೆ ತಪ್ಪಿಸಲು ಕ್ರಮ ಕೈಗೊಳ್ಳಬೇಕು ಎಂದು ಸಾರ್ವಜನಿಕರು ಒತ್ತಾಯಿಸಿದ್ದಾರೆ.	[537, 336, 714, 665]
municipal-dipr: DIPR/Mysuru/Avarti/RO424/15-20	[769, 2253, 907, 2262]
humanrights-body-3: ತಂತ್ರಜ್ಞಾನ ಬಳಸಿಕೊಂಡು ಗ್ರಾಮಗಳಲ್ಲಿ ಜನರಿಗೆ ಕಾನೂನು ಅರಿವು ಮೂಡಿಸುವ ಕಾರ್ಯಕ್ರಮಗಳನ್ನು ನಡೆಸಲಾಗುತ್ತಿದೆ. ಈ ಸಂದರ್ಭದಲ್ಲಿ ಗ್ರಾಮ ಪಂಚಾಯಿತಿ ಅಧ್ಯಕ್ಷರು ಹಾಗೂ ಸದಸ್ಯರು ಹಾಜರಿದ್ದರು.	[754, 1568, 1016, 1614]
bypoll-headline-b: ಯಳಂದೂರಲ್ಲಿ ಬಿಜೆಪಿ ಸಂಭ್ರಮ	[585, 801, 835, 830]
lead-col-5: ಗ್ರಾಮೀಣ ಮಾರ್ಗದಲ್ಲಿ ಪ್ರಯಾಣ ದರ ಹೆಚ್ಚಳವಾಗಿಲ್ಲ. ಮೈಸೂರು ನಗರದ ಬಳಿ ಟೋಲ್ ಸ್ಥಾಪನೆಯಾಗಿದೆ. ಎಕ್ಸ್‌ಪ್ರೆಸ್ ಬಸ್‌ಗಳಿಗೆ 5 ರೂಪಾಯಿ ಹೆಚ್ಚುವರಿಯಾಗಿ ಪಾವತಿಸಬೇಕಾಗಿದೆ.	[1088, 682, 1263, 766]
lead-quote-1-text: ನಂಜನಗೂಡು ಹಾಗೂ ಟಿ.ನರಸೀಪುರ ಬಳಿ ಟೋಲ್ ಸಂಗ್ರಹ ಆರಂಭವಾಗಿದೆ. ಇದರಿಂದ ಈ ಮಾರ್ಗದಲ್ಲಿ ಸಂಚರಿಸುವ ಬಸ್ ದರವನ್ನು ಹೆಚ್ಚಳ ಆಗಿದೆ. ಪ್ರಯಾಣ ದರ ಹೆಚ್ಚಳ ಮಾಡುವಂತೆ ಸರ್ಕಾರ ಆದೇಶ ನೀಡಿದೆ. ಈ ಆದೇಶದಂತೆ ಮಂಗಳವಾರದಿಂದ ಹೊಸ ದರ ಜಾರಿಗೆ ಬಂದಿದೆ.	[1125, 327, 1440, 385]
community-caption: ಗುಂಡ್ಲುಪೇಟೆ, ಡಿ.10(ಸೋಮವಾರ.ಜಿ.)– ಸಮುದಾಯ ಭವನಗಳನ್ನು ಶುಭ ಕಾರ್ಯಗಳಿಗೆ ಸದ್ಬಳಕೆ ಮಾಡಿಕೊಳ್ಳಬೇಕು ಎಂದು ಶಾಸಕ ಸಿ.ಎಸ್. ನಿರಂಜನಕುಮಾರ್ ಹೇಳಿದರು.	[380, 1486, 804, 1517]
sub-logo: ಮೈಸೂರು ಮಿತ್ರ	[164, 202, 242, 220]
humanrights-headline-text: ಕುದೇರಿನಲ್ಲಿ ವಿಶ್ವ ಮಾನವ ಹಕ್ಕು ದಿನಾಚರಣೆ	[164, 1572, 600, 1609]
mahadeshwara-headline	[164, 793, 372, 903]
court-2-case: R.A.NO.160 OF 2019	[1284, 1441, 1409, 1455]
sub-masthead	[164, 195, 1452, 227]
toll-booth-photo	[722, 330, 1077, 549]
municipal-title: ಅಲ್ಪಾವಧಿ ಟೆಂಡರ್ ಪ್ರಕಟಣೆ	[769, 1893, 1009, 1911]
crowd-shape	[604, 931, 1005, 1060]
helmet-col-2: ಸವಾರರಿಗೆ ಎಂದು ಜಿಲ್ಲಾ ಪೊಲೀಸ್ ವರಿಷ್ಠಾಧಿಕಾರಿ ಹೆಚ್.ಡಿ.ಆನಂದಕುಮಾರ್ ತಿಳಿಸಿದರು. ಹೆಲ್ಮೆಟ್ ಧರಿಸದೇ ವಾಹನ ಸವಾರಿ ಮಾಡುವವರಿಂದ 500 ರೂ. ದಂಡ ವಿಧಿಸಲಾಗುತ್ತಿದೆ. ಅದರ ಬದಲು 750 ರೂ. ನೀಡಿದರೆ ಐಎಸ್‌ಐ ಗುಣಮಟ್ಟದ ಹೆಲ್ಮೆಟ್ ನೀಡಲಾಗುವುದು. ಈ ಮೂಲಕ ಪ್ರತಿಯೊಬ್ಬ ವಾಹನ ಸವಾರರು ಹೆಲ್ಮೆಟ್ ಧರಿಸುವಂತೆ ಮಾಡಲಾಗುವುದು.	[352, 1987, 546, 2098]
bypoll-headline	[380, 795, 1016, 837]
helmet-quote	[352, 1819, 754, 1980]
municipal-line-1: ಚಾಮರಾಜನಗರ ನಗರಸಭೆ ಕಾರ್ಯಾಲಯ, ಬಿ.ರಾಚಯ್ಯ ಜೋಡಿ ರಸ್ತೆ, ಚಾಮರಾಜನಗರ ಜಿಲ್ಲೆ.	[815, 1801, 986, 1824]
lead-col-1: ಸಿದ್ದಲಿಂಗಸ್ವಾಮಿ ಚಾಮರಾಜನಗರ, ಡಿ.10– ಮೈಸೂರು–ನಂಜನಗೂಡು ಹಾಗೂ ಟಿ.ನರಸೀಪುರ–ಮೈಸೂರು ಮಾರ್ಗದಲ್ಲಿ ಟೋಲ್ ಸಂಗ್ರಹ ಆರಂಭವಾಗಿರುವುದು ಜಿಲ್ಲೆಯಿಂದ ಮೈಸೂರಿಗೆ ಕೆಎಸ್‌ಆರ್‌ಟಿಸಿ ಬಸ್‌ನಲ್ಲಿ ಪ್ರಯಾಣಿಸುತ್ತಿರುವ ಪ್ರಯಾಣಿಕರಿಗೂ ಅದರ ಬಿಸಿ ತಟ್ಟಿದೆ. ಮೈಸೂರು–ನಂಜನಗೂಡು ನಡುವಿನ ಕಡಕೊಳ ಬಳಿ ಹಾಗೂ ಟಿ.ನರಸೀಪುರ–ಮೈಸೂರು ನಡುವಿನ ಯಡದೊರೆ ಬಳಿ ಟೋಲ್ ಸ್ಥಾಪನೆಯಾಗಿದೆ. ಇಲ್ಲಿ ಭಾರಿ ವಾಹನ ಸವಾರರು ಶುಲ್ಕ ಸಂಗ್ರಹಿಸಲಾಗುತ್ತಿದೆ. ಕೆಎಸ್‌ಆರ್‌ಟಿಸಿ ಬಸ್‌ಗಳ ಟಿಕೆಟ್ ದರ ಹೆಚ್ಚಳವಾಗಿದೆ. ಮೈಸೂರಿಗೆ 90 ರೂ. ನಿಗದಿಯಾಗಿದೆ. ಈ ಹಿನ್ನೆಲೆಯಲ್ಲಿ ಬಸ್ ದರವನ್ನು ಮಂಗಳವಾರದಿಂದ 4 ರಿಂದ 5 ರೂ. ದರ ಹೆಚ್ಚಿಸಲಾಗಿದ್ದು ಪ್ರಯಾಣಿಕರ ಆಕ್ರೋಶಕ್ಕೆ ಕಾರಣವಾಗಿದೆ. ಚಾಮರಾಜನಗರ ನಂಜನಗೂಡು ಮಾರ್ಗವಾಗಿ ಮೈಸೂರಿಗೆ ತೆರಳಲು ಈ ಹಿಂದೆ 50 ರೂ. ದರ ಇತ್ತು. ಮಂಗಳವಾರದಿಂದ ಈ ದರವನ್ನು 55 ರೂ.ಹೆಚ್ಚಿಸಲಾಗಿದೆ. ಅದೇ ರೀತಿ ಚಾಮರಾಜನಗರದಿಂದ ತಿ.ನರಸೀಪುರ ಮಾರ್ಗವಾಗಿ ಮೈಸೂರಿಗೆ ಹೋಗುವ ಬಸ್‌ನಲ್ಲಿ ಈ ಹಿಂದೆ	[164, 336, 348, 717]
municipal-works: ಕಾಮಗಾರಿಯ ಹೆಸರು: 1) ನಗರದ ಸಾರ್ವಜನಿಕ ಶೌಚಾಲಯಗಳ ನಿರ್ವಹಣೆ ಮೊತ್ತ (ರೂ.ಲಕ್ಷಗಳಲ್ಲಿ) 3.25, ಇ.ಎಂ.ಡಿ (ರೂ.ಗಳಲ್ಲಿ) 8125.00. 2) ನಗರದ ಚರಂಡಿಗಳ ದುರಸ್ತಿ ಮೊತ್ತ (ರೂ.ಲಕ್ಷಗಳಲ್ಲಿ) 7.50, ಇ.ಎಂ.ಡಿ (ರೂ.ಗಳಲ್ಲಿ) 18750.00. 3) ನಗರದ ಬೀದಿ ದೀಪಗಳ ನಿರ್ವಹಣೆ ಮೊತ್ತ 4.00, ಇ.ಎಂ.ಡಿ 10,000.00. ಟೆಂಡರ್ ಅರ್ಜಿ ಶುಲ್ಕ ರೂ. 1,000.00. ಸದರಿ ಟೆಂಡರ್ ಪ್ರಕಟಣೆಯನ್ನು ರದ್ದುಪಡಿಸುವ ಅಥವಾ ಮಾರ್ಪಡಿಸುವ ಹಕ್ಕನ್ನು ಪೌರಾಯುಕ್ತರು ಕಾಯ್ದಿರಿಸಿದ್ದಾರೆ.	[769, 2018, 1009, 2103]
paper-title: ಚಾಮರಾಜನಗರ ಮಿತ್ರ	[498, 129, 815, 179]
municipal-sign: ಸಹಿ/-,	[986, 2110, 1009, 2123]
vaccine-body: ಚಾಮರಾಜನಗರ, ಡಿ.10– ಜಿಲ್ಲಾ ಆರೋಗ್ಯ ಕುಟುಂಬ ಕಲ್ಯಾಣ ಇಲಾಖೆಯ ರಾಷ್ಟ್ರೀಯ ಆರೋಗ್ಯ ಕಾರ್ಯಕ್ರಮದಡಿ ಜಿಲ್ಲೆಯಲ್ಲಿ ಡಿಪಿಟಿ ಮತ್ತು ಟಿಡಿ ಶಾಲಾ ಲಸಿಕಾ ಅಭಿಯಾನ ಕಾರ್ಯಕ್ರಮವನ್ನು ಡಿಸೆಂಬರ್ 11 ರಿಂದ 31 ರವರೆಗೆ ಹಮ್ಮಿಕೊಂಡಿದೆ. ಡಿಪಿಟಿ ಮತ್ತು ಟಿಡಿ ಶಾಲಾ ಲಸಿಕಾ ಅಭಿಯಾನ ಕಾರ್ಯಕ್ರಮದಲ್ಲಿ ಜಿಲ್ಲೆಯಲ್ಲಿ ಶಾಲಾಮಕ್ಕಳು ಸೇರಿದಂತೆ ಒಟ್ಟು 36776 ಮಕ್ಕಳಿಗೆ ಲಸಿಕೆ ಹಾಕುವ ಗುರಿ ಹೊಂದಲಾಗಿದೆ. ಚಾಮರಾಜನಗರ ತಾಲೂಕಿನಲ್ಲಿ 4298 ಮಕ್ಕಳು, ಗುಂಡ್ಲುಪೇಟೆ ತಾಲೂಕಿನ 2754 ಮಕ್ಕಳು, ಕೊಳ್ಳೇಗಾಲ ತಾಲೂಕಿನ 4470 ಮಕ್ಕಳು, ಯಳಂದೂರು ತಾಲೂಕಿನ 803 ಸೇರಿದಂತೆ ಒಟ್ಟು 12325 ಮಕ್ಕಳಿಗೆ ಡಿಪಿಟಿ ಲಸಿಕೆ ನೀಡುವ ಗುರಿ ಹೊಂದಲಾಗಿದೆ. ಟಿಡಿ ಲಸಿಕಾ ಅಭಿಯಾನ ಕಾರ್ಯಕ್ರಮದಡಿ 10 ವರ್ಷದ (5ನೇ ತರಗತಿ) ಚಾಮರಾಜನಗರ ತಾಲೂಕಿನ 4442 ಮಕ್ಕಳು, ಗುಂಡ್ಲುಪೇಟೆ ತಾಲೂಕಿನ 2978 ಮಕ್ಕಳು, ಕೊಳ್ಳೇಗಾಲ ತಾಲೂಕಿನ 4840 ಮಕ್ಕಳು, ಯಳಂದೂರು ತಾಲೂಕಿನ 840 ಮಕ್ಕಳು ಸೇರಿದಂತೆ ಒಟ್ಟು 13070 ಮಕ್ಕಳು ಲಸಿಕೆ ಪಡೆಯಲಿದ್ದಾರೆ. ಟಿಡಿ ಲಸಿಕಾ ಕಾರ್ಯಕ್ರಮದಡಿ 16 ವರ್ಷದ (10ನೇ ತರಗತಿ) ಚಾಮರಾಜನಗರ ತಾಲೂಕಿನ 3771 ಮಕ್ಕಳು, ಗುಂಡ್ಲುಪೇಟೆ ತಾಲೂಕಿನ 2472 ಮಕ್ಕಳು, ಕೊಳ್ಳೇಗಾಲ ತಾಲೂಕಿನ 4180 ಮಕ್ಕಳು, ಯಳಂದೂರು ತಾಲೂಕಿನ 958 ಮಕ್ಕಳು ಸೇರಿದಂತೆ ಒಟ್ಟು 11381 ಮಕ್ಕಳು ಲಸಿಕೆ ಪಡೆಯಲಿದ್ದಾರೆ. ಜಿಲ್ಲೆಯಲ್ಲಿ ಒಟ್ಟು 12325 ಮಕ್ಕಳಿಗೆ ಡಿಪಿಟಿ ಲಸಿಕೆಯನ್ನು ಹಾಗೂ 24451 ಮಕ್ಕಳಿಗೆ ಟಿಡಿ ಲಸಿಕೆಯನ್ನು ಹಾಕಲು ಗುರಿ ಹೊಂದಲಾಗಿದೆ. ಈ ಕಾರ್ಯಕ್ರಮ ಶೇ.100 ರಷ್ಟು ಪ್ರಗತಿ ಸಾಧಿಸಲು ಎಲ್ಲಾ ಶಾಲೆಗಳ ಮುಖ್ಯ ಶಿಕ್ಷಕರು ಸಹಕರಿಸಬೇಕು ಎಂದು ಜಿಲ್ಲಾ ಆರೋಗ್ಯ ಅಧಿಕಾರಿ ಡಾ.ಎಂ.ಸಿ.ರವಿ ಕೋರಿದ್ದಾರೆ.	[1028, 897, 1452, 1121]
court-2-officer: Chief administrative officer District & Sessions Court, Mysuru	[1249, 2223, 1445, 2250]
lead-sidebar-box	[355, 327, 528, 442]
court-1-order: By Order of Court,	[1131, 2209, 1228, 2222]
col-rule-a	[375, 793, 376, 1373]
mahadeshwara-body: ಚಾಮರಾಜನಗರ, ಡಿ.10– ಯುವ ಸಬಲೀಕರಣ ಮತ್ತು ಕ್ರೀಡಾ ಇಲಾಖೆ ವತಿಯಿಂದ ಮಹದೇಶ್ವರಬೆಟ್ಟದಿಂದ ನಾಗಮಲೆಗೆ ನಡೆಯುವ ಚಾರಣ ಕ್ರೀಡಾ ಸ್ಪರ್ಧೆಯನ್ನು ಡಿಸೆಂಬರ್ 27 ರಿಂದ 29 ರವರೆಗೆ ಕೊಳ್ಳೇಗಾಲ ತಾಲೂಕಿನ ಮಹದೇಶ್ವರಬೆಟ್ಟದಲ್ಲಿ ಹಮ್ಮಿಕೊಳ್ಳಲಾಗಿದೆ. 15 ರಿಂದ 35 ವರ್ಷ ವಯಸ್ಸಿನೊಳಗಿನ ಯುವಕ ಯುವತಿಯರು ಭಾಗವಹಿಸಬಹುದು. ಆಸಕ್ತರು ಅರ್ಜಿಯನ್ನು ಡಿಸೆಂಬರ್ 23 ರೊಳಗೆ ಸಲ್ಲಿಸಬೇಕು. ಹೆಚ್ಚಿನ ಮಾಹಿತಿಗಾಗಿ ದೂ.ಸಂ. 08226–224932, ಮೊ.ಸಂ. 9482718278 ಸಂಪರ್ಕಿಸಬಹುದು.	[164, 910, 372, 1099]
court-2-notice-title: NOTICE TO APPEAR	[1282, 1955, 1410, 1970]
court-2-vs: Vs.	[1338, 1476, 1355, 1489]
helmet-quote-by: –ಹೆಚ್.ಡಿ.ಆನಂದಕುಮಾರ್, ಜಿಲ್ಲಾ ಪೊಲೀಸ್ ವರಿಷ್ಠಾಧಿಕಾರಿ	[391, 1957, 595, 1970]
